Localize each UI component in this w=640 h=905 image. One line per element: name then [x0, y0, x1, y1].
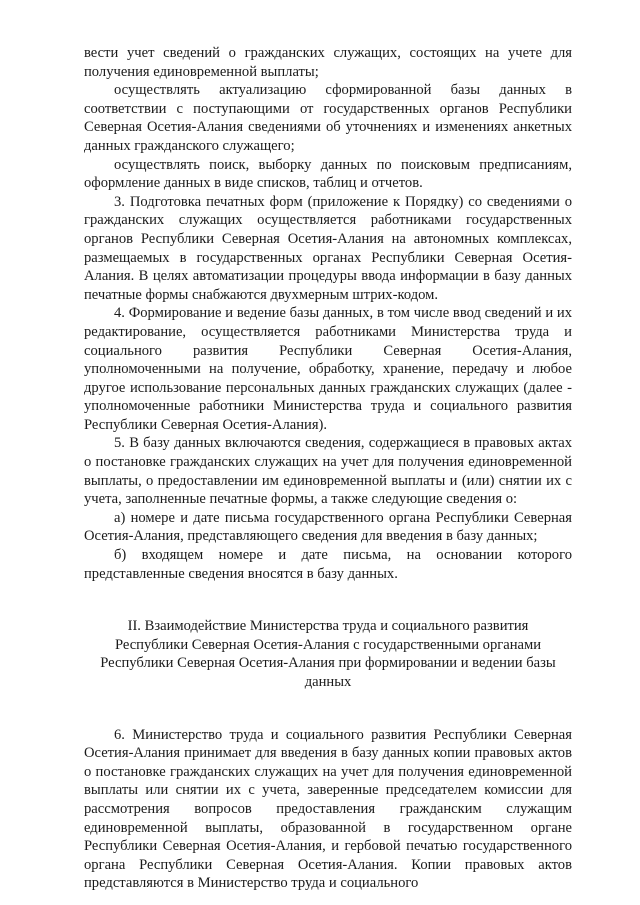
paragraph-record-keeping: вести учет сведений о гражданских служащих, состоящих на учете для получения единовременной выплаты; — [84, 45, 572, 80]
paragraph-3-print-forms: 3. Подготовка печатных форм (приложение к Порядку) со сведениями о гражданских служащих осуществляется работниками государственных органов Республики Северная Осетия-Алания на автономных комплексах, размещаемых в государственных органах Республики Северная Осетия-Алания. В целях автоматизации процедуры ввода информации в базу данных печатные формы снабжаются двухмерным штрих-кодом. — [84, 193, 572, 303]
paragraph-5-database-contents: 5. В базу данных включаются сведения, содержащиеся в правовых актах о постановке гражданских служащих на учет для получения единовременной выплаты, о предоставлении им единовременной выплаты и (или) снятии их с учета, заполненные печатные формы, а также следующие сведения о: — [84, 435, 572, 508]
document-page — [84, 44, 572, 893]
paragraph-4-database-maintenance: 4. Формирование и ведение базы данных, в том числе ввод сведений и их редактирование, осуществляется работниками Министерства труда и социального развития Республики Северная Осетия-Алания, уполномоченными на получение, обработку, хранение, передачу и любое другое использование персональных данных гражданских служащих (далее - уполномоченные работники Министерства труда и социального развития Республики Северная Осетия-Алания). — [84, 305, 572, 433]
paragraph-5a-letter-number: а) номере и дате письма государственного органа Республики Северная Осетия-Алания, представляющего сведения для введения в базу данных; — [84, 509, 572, 545]
paragraph-search-data: осуществлять поиск, выборку данных по поисковым предписаниям, оформление данных в виде списков, таблиц и отчетов. — [84, 156, 572, 192]
paragraph-5b-incoming-number: б) входящем номере и дате письма, на основании которого представленные сведения вносятся в базу данных. — [84, 547, 572, 582]
paragraph-6-ministry-accepts: 6. Министерство труда и социального развития Республики Северная Осетия-Алания принимает для введения в базу данных копии правовых актов о постановке гражданских служащих на учет для получения единовременной выплаты или снятии их с учета, заверенные председателем комиссии для рассмотрения вопросов предоставления гражданским служащим единовременной выплаты, образованной в государственном органе Республики Северная Осетия-Алания, и гербовой печатью государственного органа Республики Северная Осетия-Алания. Копии правовых актов представляются в Министерство труда и социального — [84, 726, 572, 892]
section-heading: II. Взаимодействие Министерства труда и социального развития Республики Северная Осетия-Алания с государственными органами Республики Северная Осетия-Алания при формировании и ведении базы данных — [100, 618, 556, 690]
paragraph-update-database: осуществлять актуализацию сформированной базы данных в соответствии с поступающими от государственных органов Республики Северная Осетия-Алания сведениями об уточнениях и изменениях анкетных данных гражданского служащего; — [84, 82, 572, 154]
